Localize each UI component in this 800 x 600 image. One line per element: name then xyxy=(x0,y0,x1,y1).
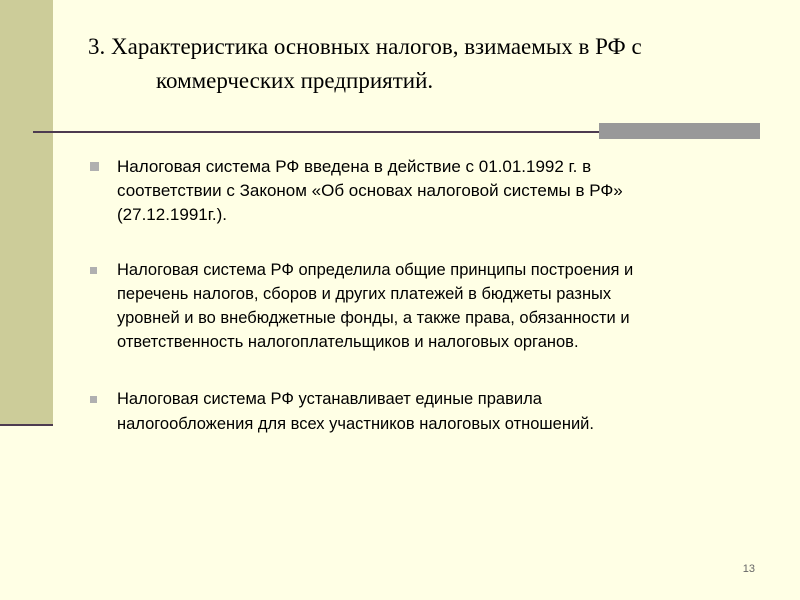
slide-number: 13 xyxy=(742,563,755,575)
bullet-text: Налоговая система РФ устанавливает единые правила налогообложения для всех участников налоговых отношений. xyxy=(117,390,594,433)
bullet-item xyxy=(90,155,760,227)
square-bullet-icon xyxy=(90,396,97,403)
slide-title-line-1: 3. Характеристика основных налогов, взимаемых в РФ с xyxy=(88,34,642,59)
slide-title-line-2: коммерческих предприятий. xyxy=(156,68,434,93)
slide-title xyxy=(88,30,778,98)
title-divider-line xyxy=(33,131,599,133)
bullet-text: Налоговая система РФ определила общие принципы построения и перечень налогов, сборов и других платежей в бюджеты разных уровней и во внебюджетные фонды, а также права, обязанности и ответственность налогоплательщиков и налоговых органов. xyxy=(117,261,634,351)
bullet-text: Налоговая система РФ введена в действие с 01.01.1992 г. в соответствии с Законом «Об основах налоговой системы в РФ» (27.12.1991г.). xyxy=(117,157,623,224)
bullet-list xyxy=(90,155,760,437)
bullet-item xyxy=(90,258,760,354)
square-bullet-icon xyxy=(90,267,97,274)
side-decoration-bar xyxy=(0,0,53,425)
side-decoration-rule xyxy=(0,424,53,426)
square-bullet-icon xyxy=(90,162,99,171)
bullet-item xyxy=(90,387,760,437)
title-divider-block xyxy=(599,123,760,139)
